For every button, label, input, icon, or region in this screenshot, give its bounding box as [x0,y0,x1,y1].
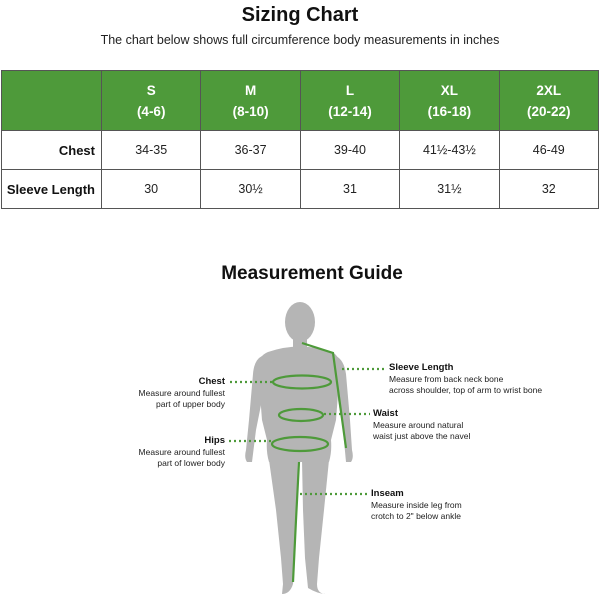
waist-label-line: waist just above the navel [373,431,471,441]
size-range: (12-14) [328,103,372,119]
sleeve-label-line: across shoulder, top of arm to wrist bone [389,385,543,395]
table-cell: 39-40 [300,131,399,170]
chest-label-title: Chest [198,376,225,387]
sleeve-label-title: Sleeve Length [389,362,454,373]
size-range: (8-10) [232,103,269,119]
table-cell: 30½ [201,170,300,209]
row-label: Chest [2,131,102,170]
body-silhouette [245,302,353,594]
waist-label [373,408,523,442]
inseam-label [371,488,521,522]
sleeve-length-label [389,362,589,396]
waist-label-title: Waist [373,408,398,419]
table-cell: 32 [499,170,598,209]
page-subtitle: The chart below shows full circumference body measurements in inches [100,33,500,47]
table-cell: 46-49 [499,131,598,170]
table-cell: 31½ [400,170,499,209]
table-cell: 36-37 [201,131,300,170]
hips-label [115,435,225,469]
table-cell: 30 [102,170,201,209]
right-arm-shape [336,356,353,462]
chest-label-line: part of upper body [156,399,225,409]
size-label: S [146,82,156,98]
chest-label [115,376,225,410]
left-arm-shape [245,356,262,462]
inseam-label-line: Measure inside leg from [371,500,462,510]
chest-label-line: Measure around fullest [138,388,225,398]
inseam-label-title: Inseam [371,488,404,499]
page-title: Sizing Chart [241,4,359,26]
size-range: (16-18) [427,103,472,119]
hips-label-line: part of lower body [157,458,225,468]
row-label: Sleeve Length [2,170,102,209]
inseam-label-line: crotch to 2" below ankle [371,511,461,521]
table-cell: 41½-43½ [400,131,499,170]
size-range: (4-6) [136,103,166,119]
hips-label-line: Measure around fullest [138,447,225,457]
hips-label-title: Hips [204,435,225,446]
size-label: 2XL [536,82,562,98]
head-shape [285,302,315,342]
size-label: L [345,82,355,98]
waist-label-line: Measure around natural [373,420,464,430]
size-label: M [244,82,257,98]
table-cell: 31 [300,170,399,209]
size-label: XL [440,82,458,98]
right-leg-shape [302,460,329,594]
guide-title: Measurement Guide [221,263,403,284]
sleeve-label-line: Measure from back neck bone [389,374,504,384]
table-cell: 34-35 [102,131,201,170]
size-range: (20-22) [527,103,571,119]
